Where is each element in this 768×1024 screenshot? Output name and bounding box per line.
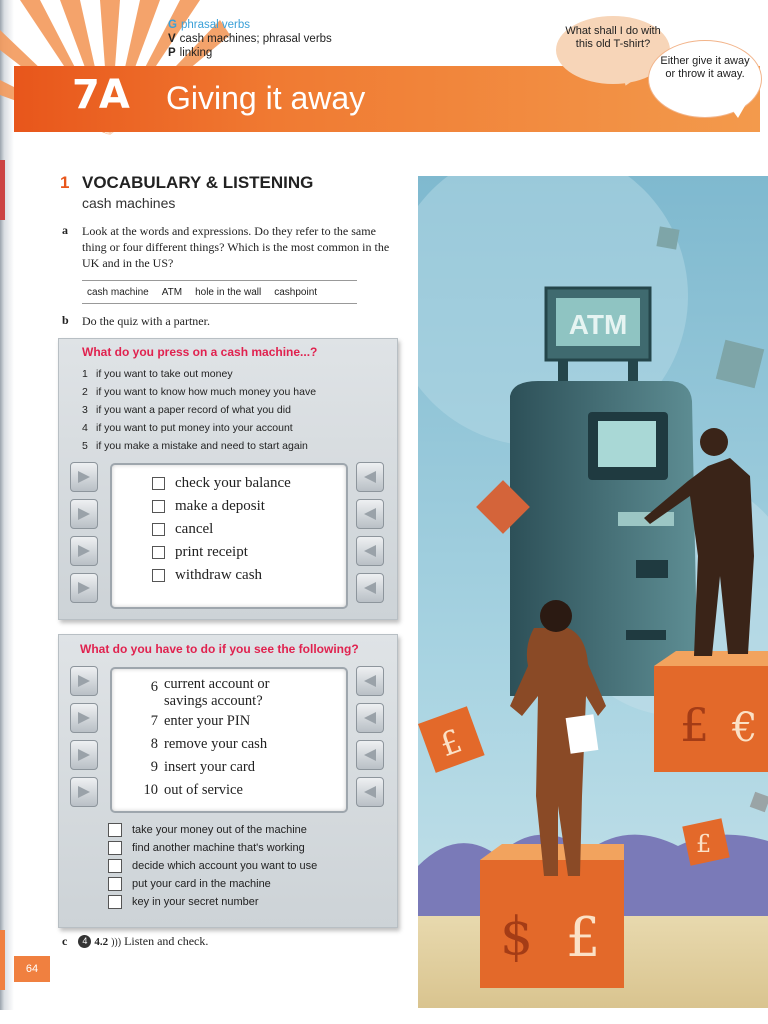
triangle-left-icon bbox=[363, 674, 377, 688]
section-subtitle: cash machines bbox=[82, 195, 176, 211]
triangle-left-icon bbox=[363, 711, 377, 725]
triangle-right-icon bbox=[77, 785, 91, 799]
unit-code: 7A bbox=[72, 72, 129, 118]
atm-right-key[interactable] bbox=[356, 703, 384, 733]
exercise-a-letter: a bbox=[62, 223, 68, 237]
item-number: 4 bbox=[82, 422, 88, 434]
item-number: 10 bbox=[143, 782, 158, 798]
book-spine bbox=[0, 0, 14, 1010]
exercise-b-letter: b bbox=[62, 313, 69, 327]
atm-left-key[interactable] bbox=[70, 740, 98, 770]
atm-right-key[interactable] bbox=[356, 740, 384, 770]
checkbox[interactable] bbox=[152, 569, 165, 582]
quiz-1-items bbox=[82, 365, 316, 455]
grammar-key: G bbox=[168, 19, 177, 31]
option-label: withdraw cash bbox=[175, 567, 263, 583]
item-text: if you want to know how much money you have bbox=[96, 386, 317, 398]
item-text: remove your cash bbox=[164, 736, 268, 752]
checkbox[interactable] bbox=[152, 500, 165, 513]
item-number: 2 bbox=[82, 386, 88, 398]
item-text: if you want to put money into your account bbox=[96, 422, 293, 434]
item-text: current account or savings account? bbox=[164, 676, 270, 709]
exercise-b-instructions: Do the quiz with a partner. bbox=[82, 314, 210, 328]
term: hole in the wall bbox=[195, 286, 262, 298]
atm-screen-2-messages bbox=[136, 676, 314, 802]
spine-tab bbox=[0, 160, 5, 220]
option-label: print receipt bbox=[175, 544, 248, 560]
atm-right-key[interactable] bbox=[356, 777, 384, 807]
screen-message bbox=[136, 676, 314, 710]
term: cash machine bbox=[87, 286, 149, 298]
speech-bubble-text: Either give it away or throw it away. bbox=[660, 55, 750, 80]
triangle-right-icon bbox=[77, 711, 91, 725]
atm-right-key[interactable] bbox=[356, 462, 384, 492]
pound-glyph: £ bbox=[566, 906, 601, 969]
pound-glyph: £ bbox=[434, 721, 467, 765]
option-row bbox=[152, 472, 291, 495]
answer-label: key in your secret number bbox=[132, 896, 259, 908]
answer-row bbox=[108, 893, 317, 911]
section-title: VOCABULARY & LISTENING bbox=[82, 173, 314, 192]
triangle-left-icon bbox=[363, 507, 377, 521]
option-label: check your balance bbox=[175, 475, 291, 491]
list-item bbox=[82, 401, 316, 419]
speech-bubble-text: What shall I do with this old T-shirt? bbox=[565, 25, 661, 50]
item-text: if you want to take out money bbox=[96, 368, 233, 380]
exercise-c-letter: c bbox=[62, 934, 68, 948]
grammar-focus-box bbox=[168, 18, 332, 60]
item-number: 5 bbox=[82, 440, 88, 452]
checkbox[interactable] bbox=[152, 523, 165, 536]
screen-message bbox=[136, 756, 314, 779]
option-label: cancel bbox=[175, 521, 214, 537]
atm-screen-1-options bbox=[152, 472, 291, 587]
term: cashpoint bbox=[274, 286, 318, 298]
answer-row bbox=[108, 875, 317, 893]
atm-left-key[interactable] bbox=[70, 703, 98, 733]
speaker-icon: ))) bbox=[111, 937, 122, 948]
item-number: 7 bbox=[150, 713, 158, 729]
answer-row bbox=[108, 857, 317, 875]
checkbox[interactable] bbox=[108, 841, 122, 855]
triangle-left-icon bbox=[363, 785, 377, 799]
atm-sign-text: ATM bbox=[568, 309, 628, 340]
list-item bbox=[82, 383, 316, 401]
item-number: 9 bbox=[150, 759, 158, 775]
list-item bbox=[82, 365, 316, 383]
item-number: 3 bbox=[82, 404, 88, 416]
answer-row bbox=[108, 821, 317, 839]
option-label: make a deposit bbox=[175, 498, 265, 514]
answer-label: take your money out of the machine bbox=[132, 824, 307, 836]
exercise-c bbox=[62, 934, 208, 949]
exercise-c-instructions: Listen and check. bbox=[124, 934, 209, 948]
triangle-right-icon bbox=[77, 544, 91, 558]
atm-right-key[interactable] bbox=[356, 666, 384, 696]
atm-left-key[interactable] bbox=[70, 499, 98, 529]
atm-left-key[interactable] bbox=[70, 777, 98, 807]
screen-message bbox=[136, 733, 314, 756]
answer-label: put your card in the machine bbox=[132, 878, 271, 890]
atm-left-key[interactable] bbox=[70, 462, 98, 492]
pronunciation-text: linking bbox=[179, 47, 213, 59]
checkbox[interactable] bbox=[108, 877, 122, 891]
triangle-left-icon bbox=[363, 748, 377, 762]
atm-right-key[interactable] bbox=[356, 536, 384, 566]
exercise-a-instructions: Look at the words and expressions. Do they refer to the same thing or four different things? Which is the most common in the UK and in the US? bbox=[82, 224, 390, 270]
triangle-right-icon bbox=[77, 507, 91, 521]
checkbox[interactable] bbox=[152, 546, 165, 559]
triangle-right-icon bbox=[77, 470, 91, 484]
answer-row bbox=[108, 839, 317, 857]
quiz-question-1: What do you press on a cash machine...? bbox=[82, 345, 318, 359]
checkbox[interactable] bbox=[108, 895, 122, 909]
quiz-2-answers bbox=[108, 821, 317, 911]
list-item bbox=[82, 419, 316, 437]
vocabulary-text: cash machines; phrasal verbs bbox=[179, 33, 332, 45]
option-row bbox=[152, 541, 291, 564]
pronunciation-key: P bbox=[168, 47, 176, 59]
term: ATM bbox=[161, 286, 183, 298]
dollar-glyph: $ bbox=[500, 907, 534, 967]
screen-message bbox=[136, 710, 314, 733]
unit-title: Giving it away bbox=[166, 80, 366, 116]
list-item bbox=[82, 437, 316, 455]
atm-right-key[interactable] bbox=[356, 499, 384, 529]
answer-label: decide which account you want to use bbox=[132, 860, 318, 872]
vocabulary-terms-box bbox=[82, 280, 357, 304]
checkbox[interactable] bbox=[108, 823, 122, 837]
checkbox[interactable] bbox=[108, 859, 122, 873]
item-number: 6 bbox=[150, 679, 158, 695]
atm-illustration bbox=[418, 176, 768, 1008]
triangle-left-icon bbox=[363, 581, 377, 595]
item-text: out of service bbox=[164, 782, 243, 798]
screen-message bbox=[136, 779, 314, 802]
spine-tab bbox=[0, 930, 5, 990]
euro-glyph: € bbox=[732, 705, 758, 751]
section-number: 1 bbox=[60, 173, 70, 192]
item-text: if you make a mistake and need to start again bbox=[96, 440, 308, 452]
answer-label: find another machine that's working bbox=[132, 842, 305, 854]
option-row bbox=[152, 564, 291, 587]
triangle-right-icon bbox=[77, 581, 91, 595]
grammar-text: phrasal verbs bbox=[180, 19, 250, 31]
speech-bubble-tail bbox=[728, 104, 746, 118]
option-row bbox=[152, 518, 291, 541]
triangle-left-icon bbox=[363, 544, 377, 558]
triangle-right-icon bbox=[77, 674, 91, 688]
checkbox[interactable] bbox=[152, 477, 165, 490]
triangle-left-icon bbox=[363, 470, 377, 484]
atm-left-key[interactable] bbox=[70, 666, 98, 696]
triangle-right-icon bbox=[77, 748, 91, 762]
item-text: enter your PIN bbox=[164, 713, 251, 729]
audio-track: 4.2 bbox=[94, 936, 109, 948]
item-text: if you want a paper record of what you did bbox=[96, 404, 291, 416]
option-row bbox=[152, 495, 291, 518]
item-text: insert your card bbox=[164, 759, 255, 775]
page-number: 64 bbox=[14, 956, 50, 982]
item-number: 8 bbox=[150, 736, 158, 752]
pound-glyph: £ bbox=[696, 830, 712, 858]
pound-glyph: £ bbox=[680, 698, 710, 752]
quiz-question-2: What do you have to do if you see the following? bbox=[80, 642, 359, 656]
item-number: 1 bbox=[82, 368, 88, 380]
atm-left-key[interactable] bbox=[70, 536, 98, 566]
vocabulary-key: V bbox=[168, 33, 176, 45]
atm-left-key[interactable] bbox=[70, 573, 98, 603]
audio-icon[interactable]: 4 bbox=[78, 935, 91, 948]
atm-right-key[interactable] bbox=[356, 573, 384, 603]
